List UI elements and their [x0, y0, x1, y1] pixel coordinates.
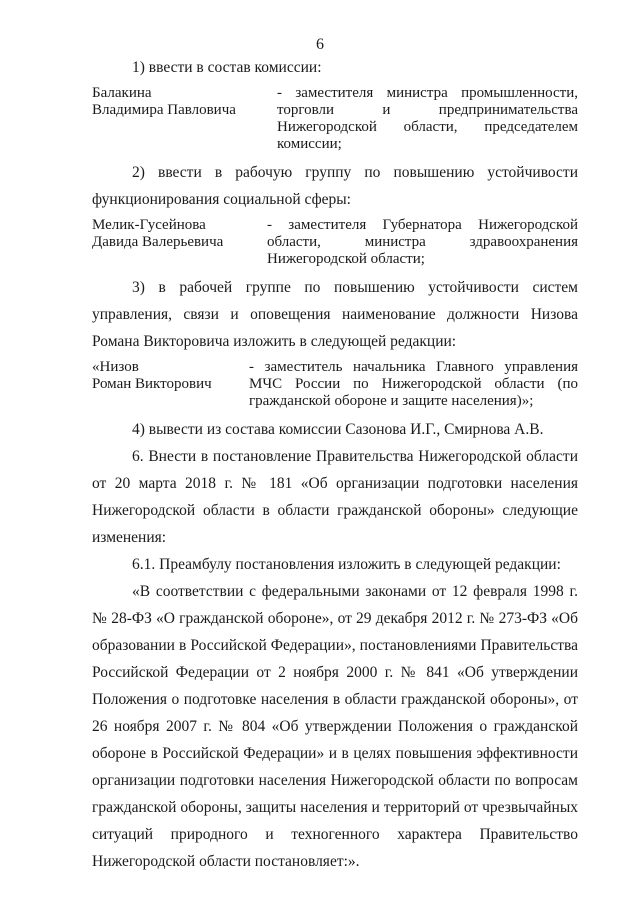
assignment-melik-guseinov	[92, 217, 578, 268]
page-number: 6	[316, 36, 324, 53]
assignment-balakin	[92, 85, 578, 153]
paragraph-preamble-text: «В соответствии с федеральными законами от 12 февраля 1998 г. № 28-ФЗ «О гражданской обороне», от 29 декабря 2012 г. № 273-ФЗ «Об образовании в Российской Федерации», постановлениями Правительства Российской Федерации от 2 ноября 2000 г. № 841 «Об утверждении Положения о подготовке населения в области гражданской обороны», от 26 ноября 2007 г. № 804 «Об утверждении Положения о гражданской обороне в Российской Федерации» и в целях повышения эффективности организации подготовки населения Нижегородской области по вопросам гражданской обороны, защиты населения и территорий от чрезвычайных ситуаций природного и техногенного характера Правительство Нижегородской области постановляет:».	[92, 583, 578, 870]
person-name	[92, 85, 277, 153]
name-surname: «Низов	[92, 359, 139, 375]
paragraph-management-group: 3) в рабочей группе по повышению устойчивости систем управления, связи и оповещения наименование должности Низова Романа Викторовича изложить в следующей редакции:	[92, 279, 578, 350]
paragraph-add-to-commission: 1) ввести в состав комиссии:	[132, 59, 322, 76]
name-given: Роман Викторович	[92, 376, 212, 392]
person-name	[92, 359, 249, 410]
assignment-nizov	[92, 359, 578, 410]
name-surname: Балакина	[92, 85, 152, 101]
position-description: - заместителя министра промышленности, торговли и предпринимательства Нижегородской области, председателем комиссии;	[277, 85, 578, 152]
person-name	[92, 217, 267, 268]
position-description: - заместителя Губернатора Нижегородской области, министра здравоохранения Нижегородской области;	[267, 217, 578, 267]
name-surname: Мелик-Гусейнова	[92, 217, 206, 233]
name-given: Давида Валерьевича	[92, 234, 224, 250]
name-given: Владимира Павловича	[92, 102, 236, 118]
paragraph-amend-resolution: 6. Внести в постановление Правительства Нижегородской области от 20 марта 2018 г. № 181 «Об организации подготовки населения Нижегородской области в области гражданской обороны» следующие изменения:	[92, 448, 578, 546]
document-body	[92, 54, 578, 875]
paragraph-preamble: 6.1. Преамбулу постановления изложить в следующей редакции:	[132, 556, 561, 573]
position-description: - заместитель начальника Главного управления МЧС России по Нижегородской области (по гражданской обороне и защите населения)»;	[249, 359, 578, 409]
paragraph-social-sphere-group: 2) ввести в рабочую группу по повышению устойчивости функционирования социальной сферы:	[92, 164, 578, 208]
paragraph-remove-from-commission: 4) вывести из состава комиссии Сазонова И.Г., Смирнова А.В.	[132, 421, 544, 438]
